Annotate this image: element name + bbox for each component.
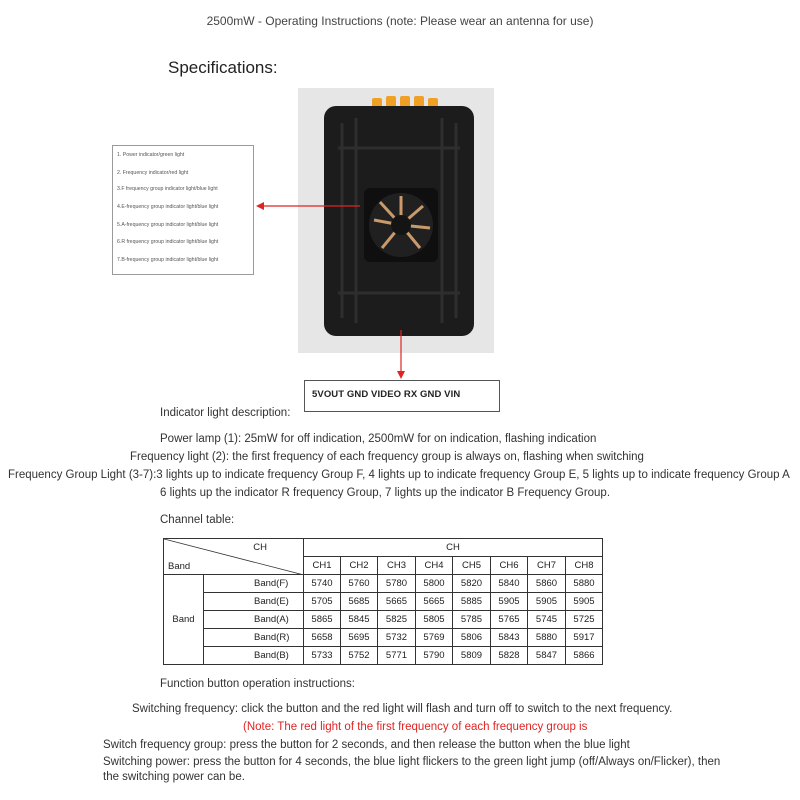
frequency-cell: 5733 — [304, 647, 341, 665]
frequency-cell: 5665 — [378, 593, 416, 611]
frequency-cell: 5695 — [341, 629, 378, 647]
frequency-cell: 5752 — [341, 647, 378, 665]
document-title: 2500mW - Operating Instructions (note: Please wear an antenna for use) — [206, 14, 594, 28]
function-heading: Function button operation instructions: — [160, 678, 355, 690]
legend-item-7: 7.B-frequency group indicator light/blue light — [117, 257, 219, 263]
frequency-cell: 5809 — [453, 647, 491, 665]
frequency-cell: 5860 — [528, 575, 566, 593]
frequency-cell: 5865 — [304, 611, 341, 629]
indicator-line-frequency: Frequency light (2): the first frequency of each frequency group is always on, flashing when switching — [130, 451, 644, 463]
frequency-cell: 5740 — [304, 575, 341, 593]
column-header-ch4: CH4 — [416, 557, 453, 575]
frequency-cell: 5845 — [341, 611, 378, 629]
column-header-ch8: CH8 — [566, 557, 603, 575]
frequency-cell: 5745 — [528, 611, 566, 629]
frequency-cell: 5880 — [566, 575, 603, 593]
switch-power-text: Switching power: press the button for 4 seconds, the blue light flickers to the green light jump (off/Always on/Flicker), then — [103, 756, 721, 768]
frequency-cell: 5820 — [453, 575, 491, 593]
frequency-cell: 5732 — [378, 629, 416, 647]
band-label: Band(R) — [204, 629, 304, 647]
frequency-cell: 5665 — [416, 593, 453, 611]
legend-item-5: 5.A-frequency group indicator light/blue light — [117, 222, 219, 228]
legend-item-4: 4.E-frequency group indicator light/blue light — [117, 204, 219, 210]
table-row — [164, 593, 603, 611]
frequency-cell: 5765 — [491, 611, 528, 629]
frequency-cell: 5780 — [378, 575, 416, 593]
frequency-cell: 5725 — [566, 611, 603, 629]
frequency-cell: 5917 — [566, 629, 603, 647]
legend-item-6: 6.R frequency group indicator light/blue light — [117, 239, 219, 245]
legend-item-2: 2. Frequency indicator/red light — [117, 170, 189, 176]
frequency-cell: 5769 — [416, 629, 453, 647]
corner-ch-label: CH — [253, 542, 267, 553]
frequency-cell: 5785 — [453, 611, 491, 629]
frequency-cell: 5905 — [491, 593, 528, 611]
legend-item-3: 3.F frequency group indicator light/blue light — [117, 186, 218, 192]
pinout-label: 5VOUT GND VIDEO RX GND VIN — [312, 389, 461, 400]
frequency-cell: 5885 — [453, 593, 491, 611]
table-row — [164, 629, 603, 647]
column-header-ch2: CH2 — [341, 557, 378, 575]
frequency-cell: 5905 — [566, 593, 603, 611]
frequency-cell: 5847 — [528, 647, 566, 665]
frequency-cell: 5685 — [341, 593, 378, 611]
frequency-cell: 5843 — [491, 629, 528, 647]
column-header-ch5: CH5 — [453, 557, 491, 575]
switch-frequency-text: Switching frequency: click the button and the red light will flash and turn off to switch to the next frequency. — [132, 703, 673, 715]
channel-table-heading: Channel table: — [160, 514, 235, 526]
band-label: Band(B) — [204, 647, 304, 665]
table-row — [164, 647, 603, 665]
pinout-arrow — [397, 330, 405, 379]
frequency-cell: 5658 — [304, 629, 341, 647]
corner-band-label: Band — [168, 561, 191, 572]
legend-arrow — [256, 202, 360, 210]
ch-group-header: CH — [304, 539, 603, 557]
specifications-heading: Specifications: — [168, 58, 278, 77]
band-label: Band(E) — [204, 593, 304, 611]
column-header-ch7: CH7 — [528, 557, 566, 575]
frequency-cell: 5880 — [528, 629, 566, 647]
frequency-cell: 5840 — [491, 575, 528, 593]
indicator-line-group: Frequency Group Light (3-7):3 lights up to indicate frequency Group F, 4 lights up to indicate frequency Group E, 5 lights up to indicate frequency Group A — [8, 469, 790, 481]
band-group-label: Band — [164, 575, 204, 665]
band-label: Band(F) — [204, 575, 304, 593]
frequency-cell: 5800 — [416, 575, 453, 593]
indicator-line-group-cont: 6 lights up the indicator R frequency Group, 7 lights up the indicator B Frequency Group. — [160, 487, 611, 499]
channel-table — [163, 538, 603, 665]
frequency-cell: 5705 — [304, 593, 341, 611]
switch-power-text-cont: the switching power can be. — [103, 771, 245, 783]
frequency-cell: 5760 — [341, 575, 378, 593]
switch-group-text: Switch frequency group: press the button for 2 seconds, and then release the button when the blue light — [103, 739, 630, 751]
table-row — [164, 575, 603, 593]
frequency-cell: 5828 — [491, 647, 528, 665]
frequency-cell: 5866 — [566, 647, 603, 665]
frequency-cell: 5905 — [528, 593, 566, 611]
column-header-ch6: CH6 — [491, 557, 528, 575]
band-label: Band(A) — [204, 611, 304, 629]
column-header-ch3: CH3 — [378, 557, 416, 575]
column-header-ch1: CH1 — [304, 557, 341, 575]
frequency-cell: 5771 — [378, 647, 416, 665]
table-corner-cell — [164, 539, 304, 575]
indicator-heading: Indicator light description: — [160, 407, 291, 419]
note-text: (Note: The red light of the first frequency of each frequency group is — [243, 721, 588, 733]
frequency-cell: 5790 — [416, 647, 453, 665]
legend-item-1: 1. Power indicator/green light — [117, 152, 185, 158]
pinout-box — [304, 380, 500, 412]
frequency-cell: 5806 — [453, 629, 491, 647]
indicator-line-power: Power lamp (1): 25mW for off indication, 2500mW for on indication, flashing indication — [160, 433, 597, 445]
frequency-cell: 5825 — [378, 611, 416, 629]
table-row — [164, 611, 603, 629]
frequency-cell: 5805 — [416, 611, 453, 629]
